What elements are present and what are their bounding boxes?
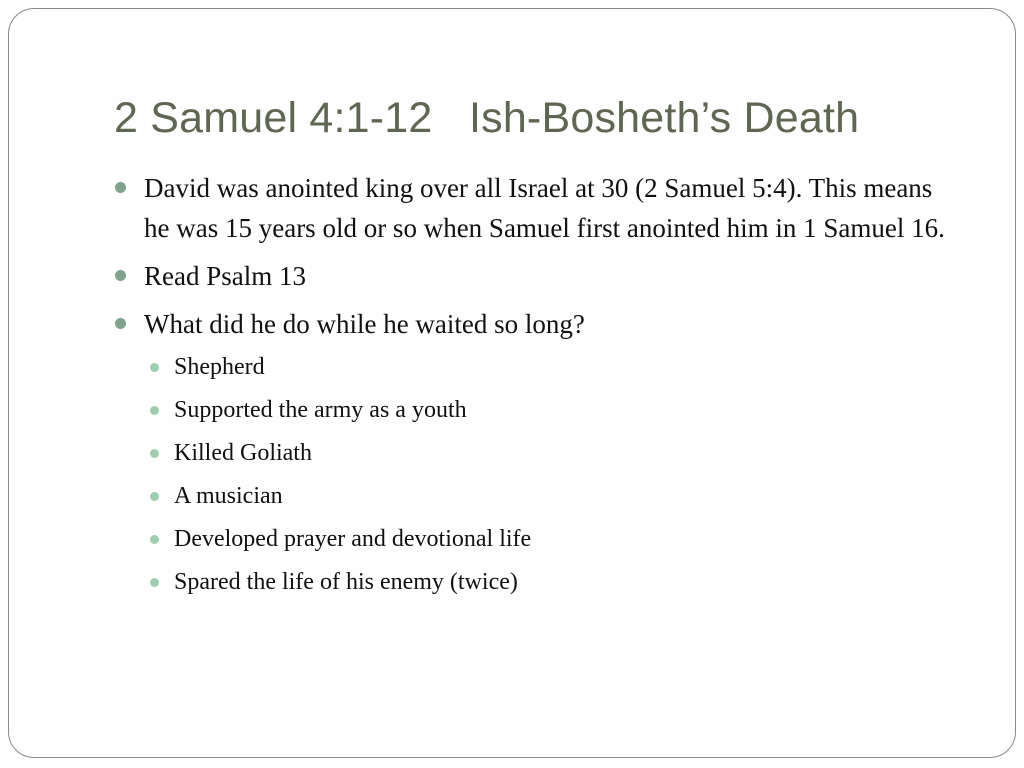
bullet-dot-icon <box>115 270 126 281</box>
sub-bullet-list <box>144 346 960 604</box>
sub-bullet-text: Spared the life of his enemy (twice) <box>174 569 518 595</box>
bullet-item <box>110 304 960 604</box>
bullet-text: David was anointed king over all Israel at 30 (2 Samuel 5:4). This means he was 15 years old or so when Samuel first anointed him in 1 Samuel 16. <box>144 173 945 243</box>
bullet-dot-icon <box>115 182 126 193</box>
sub-bullet-text: Killed Goliath <box>174 440 312 466</box>
slide-title: 2 Samuel 4:1-12 Ish-Bosheth’s Death <box>114 94 860 142</box>
bullet-dot-icon <box>115 318 126 329</box>
bullet-text: What did he do while he waited so long? <box>144 309 585 339</box>
sub-bullet-item <box>110 389 960 432</box>
sub-bullet-dot-icon <box>150 406 159 415</box>
bullet-list <box>110 168 960 612</box>
sub-bullet-dot-icon <box>150 492 159 501</box>
sub-bullet-text: Supported the army as a youth <box>174 397 467 423</box>
sub-bullet-item <box>110 475 960 518</box>
sub-bullet-dot-icon <box>150 449 159 458</box>
sub-bullet-text: A musician <box>174 483 283 509</box>
sub-bullet-dot-icon <box>150 363 159 372</box>
sub-bullet-text: Shepherd <box>174 354 265 380</box>
sub-bullet-dot-icon <box>150 578 159 587</box>
sub-bullet-item <box>110 518 960 561</box>
bullet-item <box>110 256 960 296</box>
sub-bullet-item <box>110 346 960 389</box>
sub-bullet-dot-icon <box>150 535 159 544</box>
sub-bullet-item <box>110 432 960 475</box>
bullet-item <box>110 168 960 248</box>
sub-bullet-item <box>110 561 960 604</box>
bullet-text: Read Psalm 13 <box>144 261 306 291</box>
sub-bullet-text: Developed prayer and devotional life <box>174 526 532 552</box>
